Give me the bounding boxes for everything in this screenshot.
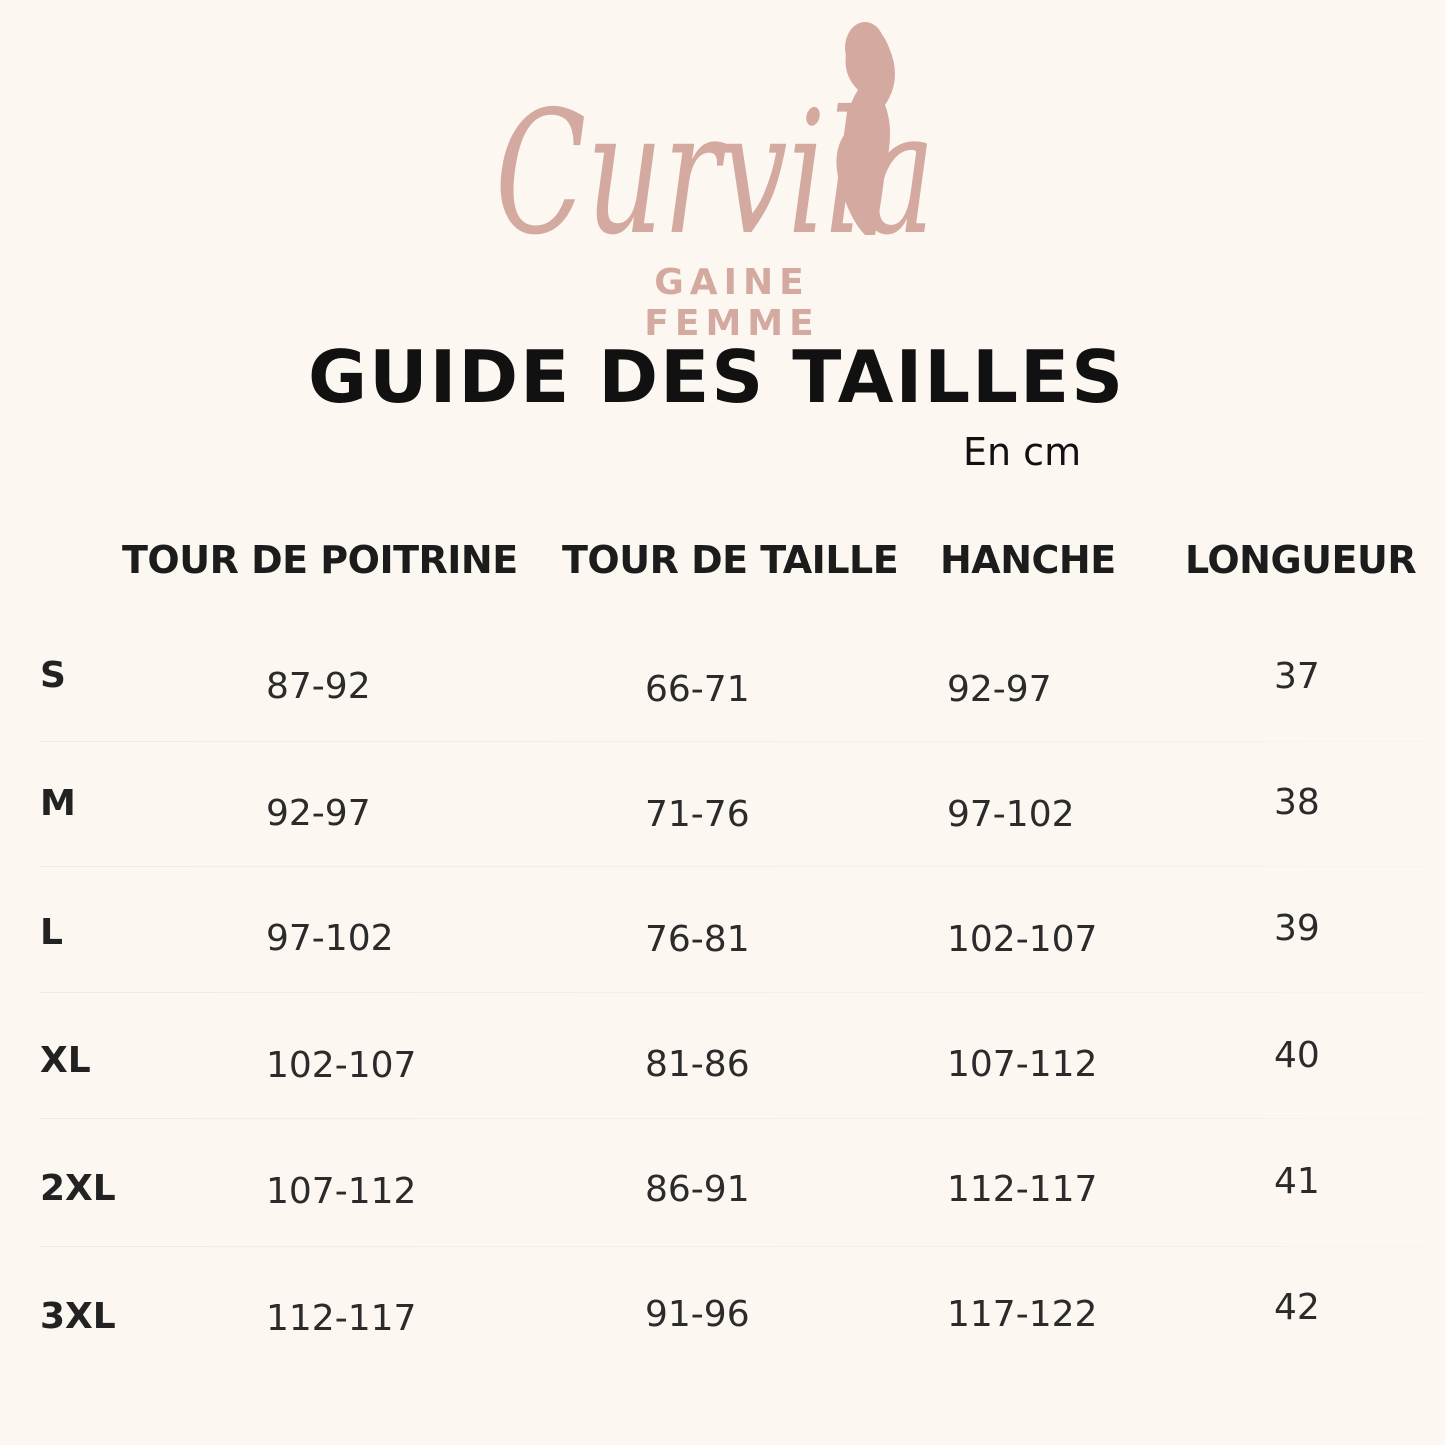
header-taille: TOUR DE TAILLE <box>562 538 899 582</box>
size-label: M <box>40 783 76 824</box>
brand-tagline: GAINE FEMME <box>644 262 820 344</box>
header-poitrine: TOUR DE POITRINE <box>122 538 518 582</box>
brand-logo-mark <box>470 10 990 273</box>
cell-longueur: 42 <box>1274 1287 1320 1328</box>
cell-poitrine: 112-117 <box>266 1298 417 1339</box>
cell-poitrine: 97-102 <box>266 918 394 959</box>
cell-longueur: 39 <box>1274 908 1320 949</box>
cell-longueur: 37 <box>1274 656 1320 697</box>
cell-taille: 66-71 <box>645 669 750 710</box>
cell-longueur: 41 <box>1274 1161 1320 1202</box>
brand-logo <box>470 10 990 344</box>
size-label: S <box>40 655 66 696</box>
cell-hanche: 112-117 <box>947 1169 1098 1210</box>
size-label: XL <box>40 1040 91 1081</box>
cell-taille: 71-76 <box>645 794 750 835</box>
page-title: GUIDE DES TAILLES <box>308 335 1126 419</box>
row-divider <box>40 992 1425 993</box>
row-divider <box>40 866 1425 867</box>
size-label: 2XL <box>40 1168 116 1209</box>
cell-hanche: 107-112 <box>947 1044 1098 1085</box>
cell-poitrine: 92-97 <box>266 793 371 834</box>
header-hanche: HANCHE <box>940 538 1116 582</box>
cell-poitrine: 107-112 <box>266 1171 417 1212</box>
cell-taille: 91-96 <box>645 1294 750 1335</box>
cell-poitrine: 102-107 <box>266 1045 417 1086</box>
cell-longueur: 40 <box>1274 1035 1320 1076</box>
row-divider <box>40 741 1425 742</box>
cell-hanche: 102-107 <box>947 919 1098 960</box>
header-longueur: LONGUEUR <box>1185 538 1417 582</box>
cell-hanche: 92-97 <box>947 669 1052 710</box>
size-label: 3XL <box>40 1296 116 1337</box>
brand-wordmark: Curvila <box>495 75 935 273</box>
cell-taille: 76-81 <box>645 919 750 960</box>
cell-hanche: 117-122 <box>947 1294 1098 1335</box>
row-divider <box>40 1246 1425 1247</box>
unit-label: En cm <box>963 430 1082 474</box>
cell-poitrine: 87-92 <box>266 666 371 707</box>
cell-taille: 81-86 <box>645 1044 750 1085</box>
cell-longueur: 38 <box>1274 782 1320 823</box>
cell-hanche: 97-102 <box>947 794 1075 835</box>
cell-taille: 86-91 <box>645 1169 750 1210</box>
row-divider <box>40 1118 1425 1119</box>
size-label: L <box>40 912 63 953</box>
